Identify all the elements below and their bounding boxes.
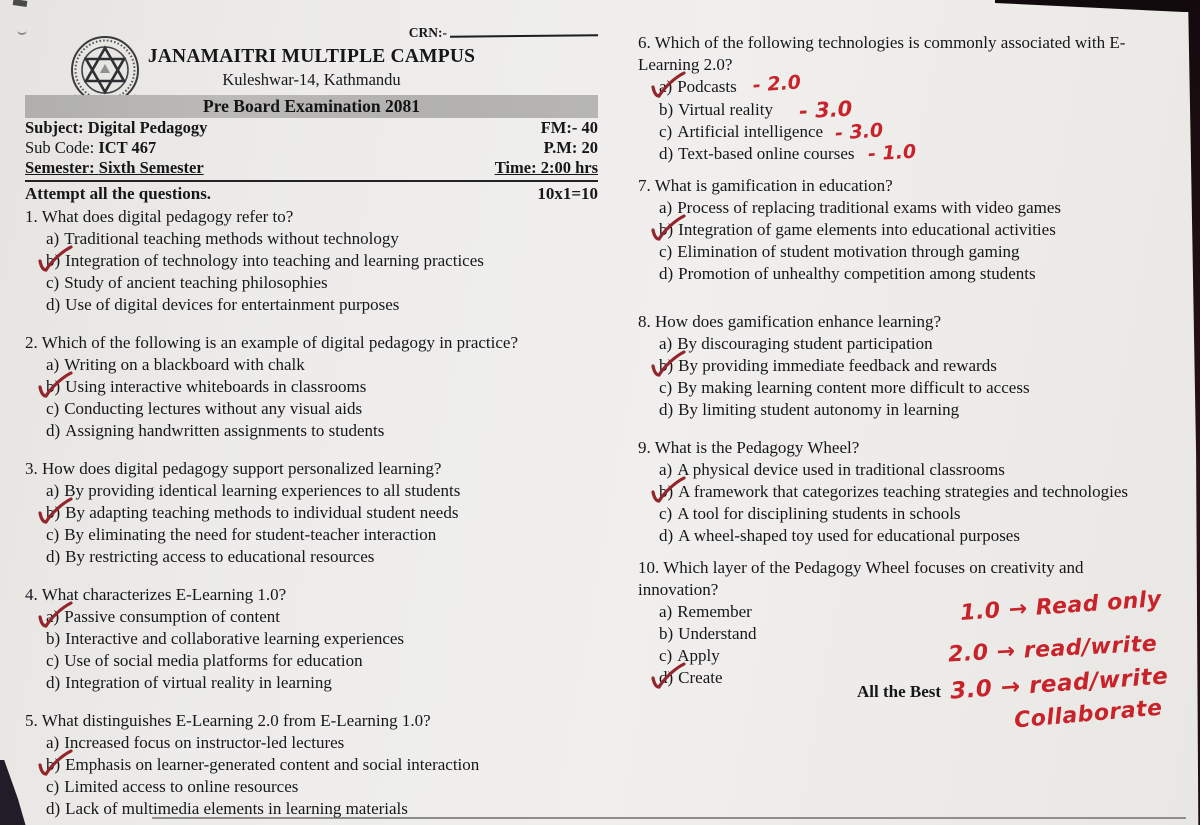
question-text: 2. Which of the following is an example of digital pedagogy in practice? [25,333,519,352]
question-4 [25,584,598,694]
sub-code-row [25,138,598,158]
handwritten-note: 2.0 → read/write [947,631,1158,668]
instruction-text: Attempt all the questions. [25,184,212,203]
question-option: a) By discouraging student participation [659,334,933,353]
question-option: d) A wheel-shaped toy used for educational purposes [659,526,1020,545]
question-text: 7. What is gamification in education? [638,176,893,195]
handwritten-note: Collaborate [1013,695,1164,734]
question-option: a) Process of replacing traditional exams with video games [659,198,1062,217]
question-option: a) A physical device used in traditional classrooms [659,460,1005,479]
question-option: a) By providing identical learning experiences to all students [46,481,461,500]
question-option-checked: b) Integration of technology into teaching and learning practices [46,250,598,272]
question-8 [638,311,1186,421]
left-column [25,25,598,825]
question-option: c) Apply [659,646,720,665]
semester: Semester: Sixth Semester [25,158,204,177]
scan-edge-right [1186,0,1200,825]
scan-edge-top [995,0,1200,12]
question-option: c) By eliminating the need for student-teacher interaction [46,525,437,544]
question-text: 5. What distinguishes E-Learning 2.0 from E-Learning 1.0? [25,711,431,730]
question-option: c) Study of ancient teaching philosophies [46,273,328,292]
campus-address: Kuleshwar-14, Kathmandu [222,70,401,89]
semester-row [25,158,598,182]
question-option: d) Promotion of unhealthy competition among students [659,264,1036,283]
question-9 [638,437,1186,547]
question-5 [25,710,598,820]
crn-blank-line [450,24,598,38]
question-3 [25,458,598,568]
campus-name: JANAMAITRI MULTIPLE CAMPUS [147,46,476,67]
question-option: c) A tool for disciplining students in schools [659,504,961,523]
question-text: 10. Which layer of the Pedagogy Wheel focuses on creativity and innovation? [638,558,1084,599]
question-option: b) Understand [659,624,757,643]
crn-row [25,25,598,42]
question-7 [638,175,1186,285]
question-option-checked: a) Podcasts - 2.0 [659,76,1186,98]
handwritten-annotation: - 1.0 [867,140,918,166]
question-option: c) Artificial intelligence - 3.0 [659,119,884,145]
question-option: a) Increased focus on instructor-led lectures [46,733,345,752]
handwritten-note: 1.0 → Read only [959,586,1163,627]
exam-title-banner: Pre Board Examination 2081 [25,95,598,118]
question-text: 9. What is the Pedagogy Wheel? [638,438,860,457]
question-option: d) Assigning handwritten assignments to students [46,421,385,440]
handwritten-note: 3.0 → read/write [949,663,1170,705]
question-option-checked: b) A framework that categorizes teaching strategies and technologies [659,481,1186,503]
exam-time: Time: 2:00 hrs [494,158,598,177]
question-option-checked: a) Passive consumption of content [46,606,598,628]
question-option: c) Limited access to online resources [46,777,299,796]
question-option: c) Elimination of student motivation through gaming [659,242,1020,261]
question-option: d) Lack of multimedia elements in learning materials [46,799,408,818]
question-option: b) Virtual reality - 3.0 [659,96,853,124]
instruction-row [25,183,598,204]
question-option: d) Text-based online courses - 1.0 [659,140,918,166]
question-option: d) By limiting student autonomy in learning [659,400,960,419]
question-option-checked: b) By adapting teaching methods to individual student needs [46,502,598,524]
question-text: 6. Which of the following technologies is commonly associated with E-Learning 2.0? [638,33,1126,74]
full-marks: FM:- 40 [540,118,598,137]
question-text: 3. How does digital pedagogy support personalized learning? [25,459,442,478]
question-option: d) Use of digital devices for entertainment purposes [46,295,400,314]
sub-code: Sub Code: ICT 467 [25,138,157,157]
question-option: c) Conducting lectures without any visual aids [46,399,363,418]
question-1 [25,206,598,316]
question-option: a) Traditional teaching methods without technology [46,229,399,248]
subject-row [25,118,598,138]
handwritten-annotation: - 3.0 [834,119,884,145]
scan-mark-top-left [13,0,28,7]
crn-label: CRN:- [408,25,447,40]
exam-meta [25,118,598,182]
question-option-checked: b) Using interactive whiteboards in classrooms [46,376,598,398]
question-option: b) Interactive and collaborative learning experiences [46,629,405,648]
question-option: a) Writing on a blackboard with chalk [46,355,305,374]
handwritten-annotation: - 2.0 [751,71,802,97]
question-option-checked: b) Emphasis on learner-generated content and social interaction [46,754,598,776]
question-option-checked: b) Integration of game elements into educational activities [659,219,1186,241]
subject: Subject: Digital Pedagogy [25,118,208,137]
question-6 [638,32,1186,165]
question-option-checked: d) Create [659,667,1158,689]
handwritten-annotation: - 3.0 [798,96,853,124]
question-option: d) Integration of virtual reality in learning [46,673,332,692]
question-option: c) Use of social media platforms for education [46,651,363,670]
closing-text: All the Best [857,682,942,701]
question-option-checked: b) By providing immediate feedback and rewards [659,355,1186,377]
question-2 [25,332,598,442]
pass-marks: P.M: 20 [543,138,598,157]
question-option: c) By making learning content more difficult to access [659,378,1030,397]
marks-scheme: 10x1=10 [537,184,598,203]
question-text: 8. How does gamification enhance learning? [638,312,942,331]
question-option: d) By restricting access to educational resources [46,547,375,566]
question-option: a) Remember [659,602,752,621]
question-text: 1. What does digital pedagogy refer to? [25,207,294,226]
question-text: 4. What characterizes E-Learning 1.0? [25,585,287,604]
